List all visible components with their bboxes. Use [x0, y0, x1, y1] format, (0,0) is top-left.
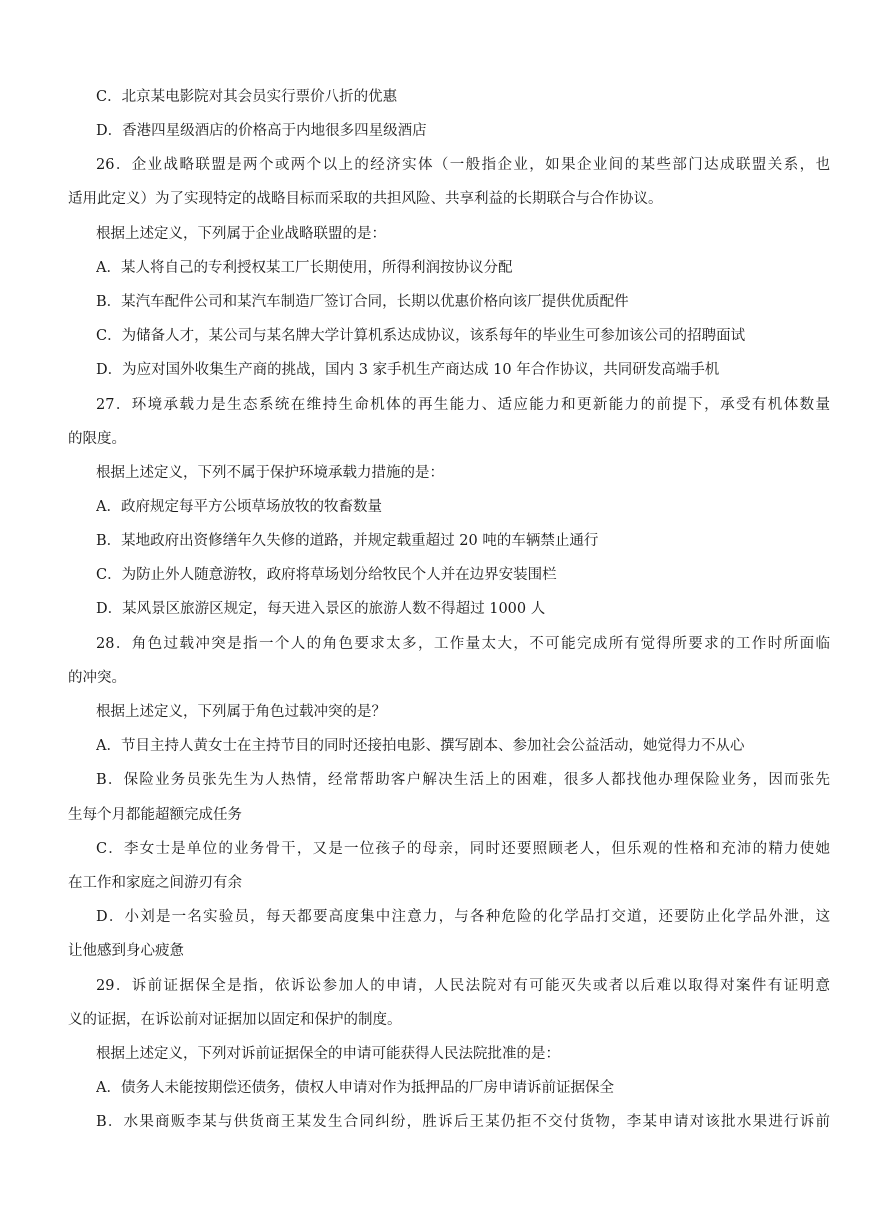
- option-b-q26: B．某汽车配件公司和某汽车制造厂签订合同，长期以优惠价格向该厂提供优质配件: [96, 294, 629, 310]
- option-d-q26: D．为应对国外收集生产商的挑战，国内 3 家手机生产商达成 10 年合作协议，共同研发高端手机: [96, 362, 720, 378]
- option-a-q29: A．债务人未能按期偿还债务，债权人申请对作为抵押品的厂房申请诉前证据保全: [96, 1080, 614, 1096]
- question-28-text-cont: 的冲突。: [68, 670, 126, 686]
- question-26-prompt: 根据上述定义，下列属于企业战略联盟的是：: [96, 226, 386, 242]
- option-c-q28: C．李女士是单位的业务骨干，又是一位孩子的母亲，同时还要照顾老人，但乐观的性格和充沛的精力使她: [96, 841, 830, 857]
- question-29-text-cont: 义的证据，在诉讼前对证据加以固定和保护的制度。: [68, 1012, 402, 1028]
- question-29-prompt: 根据上述定义，下列对诉前证据保全的申请可能获得人民法院批准的是：: [96, 1046, 560, 1062]
- option-b-q29: B．水果商贩李某与供货商王某发生合同纠纷，胜诉后王某仍拒不交付货物，李某申请对该批水果进行诉前: [96, 1114, 830, 1130]
- question-27-text-cont: 的限度。: [68, 431, 126, 447]
- option-a-q26: A．某人将自己的专利授权某工厂长期使用，所得利润按协议分配: [96, 260, 513, 276]
- option-c-q28-cont: 在工作和家庭之间游刃有余: [68, 875, 242, 891]
- option-d-q28-cont: 让他感到身心疲惫: [68, 943, 184, 959]
- option-b-q27: B．某地政府出资修缮年久失修的道路，并规定载重超过 20 吨的车辆禁止通行: [96, 533, 599, 549]
- option-c-q25: C．北京某电影院对其会员实行票价八折的优惠: [96, 89, 398, 105]
- option-d-q28: D．小刘是一名实验员，每天都要高度集中注意力，与各种危险的化学品打交道，还要防止化学品外泄，这: [96, 909, 830, 925]
- question-28-text: 28．角色过载冲突是指一个人的角色要求太多，工作量太大，不可能完成所有觉得所要求的工作时所面临: [96, 636, 830, 652]
- option-c-q26: C．为储备人才，某公司与某名牌大学计算机系达成协议，该系每年的毕业生可参加该公司的招聘面试: [96, 328, 746, 344]
- question-26-text: 26．企业战略联盟是两个或两个以上的经济实体（一般指企业，如果企业间的某些部门达成联盟关系，也: [96, 157, 830, 173]
- option-c-q27: C．为防止外人随意游牧，政府将草场划分给牧民个人并在边界安装围栏: [96, 567, 557, 583]
- question-28-prompt: 根据上述定义，下列属于角色过载冲突的是？: [96, 704, 386, 720]
- question-26-text-cont: 适用此定义）为了实现特定的战略目标而采取的共担风险、共享利益的长期联合与合作协议。: [68, 191, 663, 207]
- option-d-q27: D．某风景区旅游区规定，每天进入景区的旅游人数不得超过 1000 人: [96, 601, 546, 617]
- option-a-q27: A．政府规定每平方公顷草场放牧的牧畜数量: [96, 499, 382, 515]
- question-27-prompt: 根据上述定义，下列不属于保护环境承载力措施的是：: [96, 465, 444, 481]
- option-a-q28: A．节目主持人黄女士在主持节目的同时还接拍电影、撰写剧本、参加社会公益活动，她觉得力不从心: [96, 738, 745, 754]
- option-b-q28-cont: 生每个月都能超额完成任务: [68, 807, 242, 823]
- question-27-text: 27．环境承载力是生态系统在维持生命机体的再生能力、适应能力和更新能力的前提下，承受有机体数量: [96, 397, 830, 413]
- option-b-q28: B．保险业务员张先生为人热情，经常帮助客户解决生活上的困难，很多人都找他办理保险业务，因而张先: [96, 772, 830, 788]
- option-d-q25: D．香港四星级酒店的价格高于内地很多四星级酒店: [96, 123, 427, 139]
- question-29-text: 29．诉前证据保全是指，依诉讼参加人的申请，人民法院对有可能灭失或者以后难以取得对案件有证明意: [96, 978, 830, 994]
